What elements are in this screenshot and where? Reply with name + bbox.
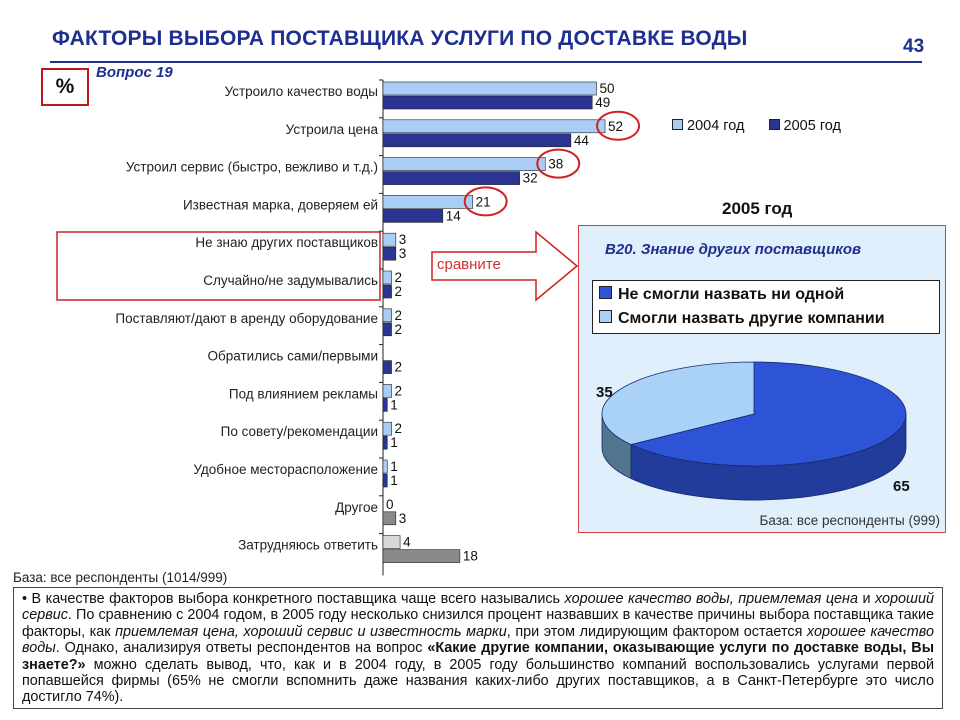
data-label: 1 <box>390 397 398 413</box>
bar-2004 <box>383 460 387 473</box>
bar-2005 <box>383 361 392 374</box>
category-label: Устроила цена <box>285 121 378 137</box>
data-label: 2 <box>394 359 403 375</box>
data-label: 49 <box>595 95 611 110</box>
category-label: Обратились сами/первыми <box>207 348 378 364</box>
question-label: Вопрос 19 <box>96 64 173 81</box>
note-text: . Однако, анализируя ответы респондентов на вопрос <box>55 640 428 657</box>
pie-legend-label-0: Не смогли назвать ни одной <box>618 286 845 303</box>
note-text: , при этом лидирующим фактором остается <box>506 623 807 640</box>
bar-2005 <box>383 172 520 185</box>
pie-value-35: 35 <box>596 384 613 401</box>
bar-2005 <box>383 512 396 525</box>
note-italic: хорошее качество воды, приемлемая цена <box>564 591 858 607</box>
category-label: Поставляют/дают в аренду оборудование <box>115 310 378 326</box>
data-label: 2 <box>394 270 403 285</box>
category-label: Другое <box>335 499 378 515</box>
category-label: Устроил сервис (быстро, вежливо и т.д.) <box>125 159 378 175</box>
compare-label: сравните <box>437 256 501 273</box>
bar-2004 <box>383 120 605 133</box>
bar-2005 <box>383 96 592 109</box>
bar-2004 <box>383 233 396 246</box>
note-text: . По сравнению с 2004 годом, в 2005 году несколько снизился процент назвавших в качестве причины выбора поставщика такие факторы, как <box>22 607 934 640</box>
data-label: 2 <box>394 284 403 299</box>
bar-2005 <box>383 474 387 487</box>
note-italic: хороший сервис <box>22 591 934 624</box>
bar-2004 <box>383 158 545 171</box>
bar-2005 <box>383 247 396 260</box>
pie-legend-label-1: Смогли назвать другие компании <box>618 310 885 327</box>
data-label: 4 <box>403 534 411 550</box>
data-label: 1 <box>390 435 398 451</box>
data-label: 3 <box>398 232 407 248</box>
bar-2005 <box>383 323 392 336</box>
page-title: ФАКТОРЫ ВЫБОРА ПОСТАВЩИКА УСЛУГИ ПО ДОСТАВКЕ ВОДЫ <box>52 27 748 50</box>
data-label: 2 <box>394 421 403 437</box>
bar-2004 <box>383 82 597 95</box>
note-italic: хорошее качество воды <box>22 623 934 657</box>
data-label: 38 <box>548 156 564 172</box>
bar-2005 <box>383 436 387 449</box>
data-label: 1 <box>390 459 398 474</box>
legend-2004 <box>672 118 744 134</box>
note-text: можно сделать вывод, что, как и в 2004 году, в 2005 году большинство компаний воспользовались услугами первой попавшейся фирмы (65% не смогли вспомнить даже названия каких-либо других поставщиков, а в Санкт-Петербурге это число достигло 74%). <box>22 656 934 706</box>
pie-value-65: 65 <box>893 478 910 495</box>
bar-2005 <box>383 550 460 563</box>
pie-year-label: 2005 год <box>722 199 793 218</box>
bar-2005 <box>383 285 392 298</box>
note-text: В качестве факторов выбора конкретного поставщика чаще всего назывались <box>31 591 565 607</box>
data-label: 14 <box>445 208 461 224</box>
unit-label: % <box>41 68 89 106</box>
category-label: Известная марка, доверяем ей <box>182 197 378 213</box>
bar-2004 <box>383 309 392 322</box>
legend-2005 <box>769 118 841 134</box>
bar-2004 <box>383 422 392 435</box>
pie-title: B20. Знание других поставщиков <box>605 241 862 258</box>
data-label: 2 <box>394 383 403 399</box>
page-number: 43 <box>903 36 925 57</box>
data-label: 1 <box>390 473 398 488</box>
category-label: Не знаю других поставщиков <box>195 235 378 251</box>
legend-label-2005: 2005 год <box>783 118 841 134</box>
data-label: 2 <box>394 321 403 337</box>
data-label: 3 <box>398 510 407 526</box>
pie-base-note: База: все респонденты (999) <box>759 513 940 528</box>
bar-2005 <box>383 398 387 411</box>
bar-2004 <box>383 536 400 549</box>
category-label: Случайно/не задумывались <box>203 273 378 288</box>
legend-swatch-2004 <box>672 119 683 130</box>
pie-panel <box>578 225 946 533</box>
data-label: 44 <box>573 132 589 148</box>
data-label: 18 <box>462 548 478 564</box>
legend-label-2004: 2004 год <box>687 118 745 134</box>
pie-chart <box>579 226 947 534</box>
category-label: Под влиянием рекламы <box>228 386 378 402</box>
data-label: 52 <box>608 118 624 134</box>
bar-2004 <box>383 384 392 397</box>
bar-2005 <box>383 134 571 147</box>
category-label: Затрудняюсь ответить <box>238 537 378 553</box>
bar-legend <box>672 118 841 134</box>
bar-2004 <box>383 271 392 284</box>
category-label: Устроило качество воды <box>224 84 378 99</box>
note-bold: «Какие другие компании, оказывающие услуги по доставке воды, Вы знаете?» <box>22 640 934 673</box>
legend-swatch-2005 <box>769 119 780 130</box>
category-label: Удобное месторасположение <box>193 462 378 477</box>
data-label: 2 <box>394 307 403 323</box>
data-label: 3 <box>398 246 407 262</box>
summary-note: • В качестве факторов выбора конкретного поставщика чаще всего назывались хорошее качество воды, приемлемая цена и хороший сервис. По сравнению с 2004 годом, в 2005 году несколько снизился процент назвавших в качестве причины выбора поставщика такие факторы, как приемлемая цена, хороший сервис и известность марки, при этом лидирующим фактором остается хорошее качество воды. Однако, анализируя ответы респондентов на вопрос «Какие другие компании, оказывающие услуги по доставке воды, Вы знаете?» можно сделать вывод, что, как и в 2004 году, в 2005 году большинство компаний воспользовались услугами первой попавшейся фирмы (65% не смогли вспомнить даже названия каких-либо других поставщиков, а в Санкт-Петербурге это число достигло 74%). <box>13 587 943 709</box>
bar-2004 <box>383 195 473 208</box>
data-label: 32 <box>522 170 538 186</box>
data-label: 21 <box>475 194 491 210</box>
bar-2005 <box>383 209 443 222</box>
note-text: и <box>857 591 875 607</box>
data-label: 0 <box>386 496 394 512</box>
category-label: По совету/рекомендации <box>220 424 378 440</box>
base-note: База: все респонденты (1014/999) <box>13 570 228 585</box>
note-italic: приемлемая цена, хороший сервис и известность марки <box>115 623 507 640</box>
data-label: 50 <box>599 81 615 96</box>
